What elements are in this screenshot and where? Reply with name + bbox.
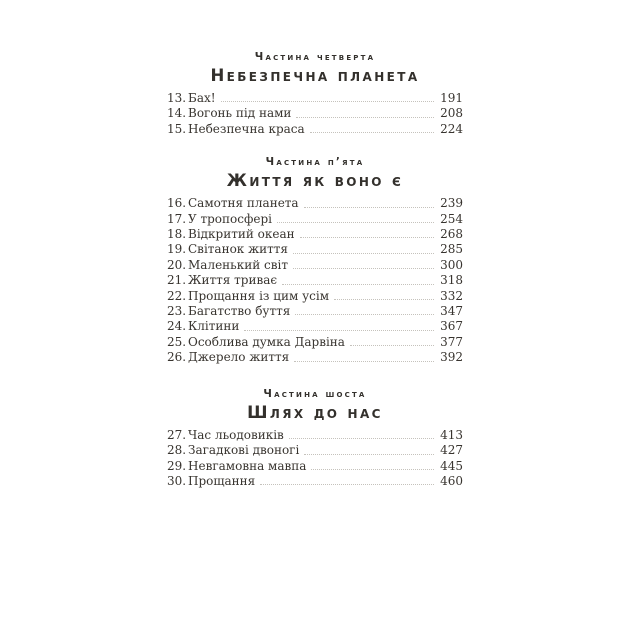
page-number: 377 [440, 334, 463, 349]
chapter-title: Джерело життя [188, 350, 290, 365]
page-number: 268 [440, 227, 463, 242]
chapter-number: 25. [167, 334, 187, 349]
toc-row [167, 258, 463, 273]
page-number: 191 [440, 91, 463, 105]
chapter-number: 22. [167, 288, 187, 303]
toc-row [167, 459, 463, 474]
chapter-number: 23. [167, 304, 187, 319]
dot-leader [310, 132, 434, 133]
part-title: Життя як воно є [226, 171, 404, 191]
chapter-number: 20. [167, 257, 187, 272]
toc-row [167, 428, 463, 443]
toc-row [167, 443, 463, 458]
toc-row [167, 350, 463, 365]
chapter-title: Прощання [188, 473, 256, 488]
dot-leader [282, 284, 434, 285]
dot-leader [300, 237, 434, 238]
chapter-title: Небезпечна краса [188, 121, 305, 136]
toc-row [167, 474, 463, 489]
dot-leader [296, 117, 434, 118]
part-title: Небезпечна планета [210, 66, 420, 85]
toc-section [167, 156, 463, 365]
page-number: 347 [440, 304, 463, 319]
dot-leader [334, 299, 434, 300]
page-number: 224 [440, 121, 463, 136]
table-of-contents [167, 0, 463, 489]
chapter-title: Час льодовиків [188, 427, 284, 442]
toc-row [167, 335, 463, 350]
dot-leader [260, 484, 434, 485]
page-number: 367 [440, 319, 463, 334]
chapter-number: 19. [167, 242, 187, 257]
dot-leader [295, 314, 434, 315]
part-title: Шлях до нас [247, 402, 383, 422]
toc-row [167, 227, 463, 242]
page-number: 332 [440, 288, 463, 303]
chapter-list [167, 91, 463, 137]
page-number: 285 [440, 242, 463, 257]
dot-leader [304, 454, 434, 455]
page-number: 300 [440, 257, 463, 272]
chapter-number: 13. [167, 91, 187, 105]
dot-leader [221, 101, 434, 102]
chapter-number: 26. [167, 350, 187, 365]
chapter-number: 29. [167, 458, 187, 473]
toc-row [167, 106, 463, 121]
part-label: Частина п’ята [265, 156, 365, 169]
chapter-title: Особлива думка Дарвіна [188, 334, 345, 349]
chapter-number: 14. [167, 106, 187, 121]
chapter-number: 16. [167, 196, 187, 211]
toc-row [167, 273, 463, 288]
dot-leader [293, 268, 434, 269]
toc-row [167, 91, 463, 106]
toc-section [167, 388, 463, 490]
toc-section [167, 51, 463, 137]
chapter-title: Самотня планета [188, 196, 299, 211]
page-number: 460 [440, 473, 463, 488]
dot-leader [293, 253, 434, 254]
page-number: 239 [440, 196, 463, 211]
chapter-title: Світанок життя [188, 242, 288, 257]
toc-row [167, 242, 463, 257]
chapter-title: Загадкові двоногі [188, 443, 300, 458]
page-number: 413 [440, 427, 463, 442]
chapter-title: Вогонь під нами [188, 106, 292, 121]
chapter-title: Прощання із цим усім [188, 288, 330, 303]
chapter-title: Багатство буття [188, 304, 291, 319]
chapter-list [167, 196, 463, 365]
chapter-title: Бах! [188, 91, 216, 105]
dot-leader [350, 345, 434, 346]
chapter-number: 17. [167, 211, 187, 226]
chapter-number: 21. [167, 273, 187, 288]
chapter-number: 27. [167, 427, 187, 442]
chapter-number: 18. [167, 227, 187, 242]
chapter-list [167, 428, 463, 490]
chapter-title: Клітини [188, 319, 240, 334]
page-number: 318 [440, 273, 463, 288]
chapter-number: 15. [167, 121, 187, 136]
chapter-number: 28. [167, 443, 187, 458]
dot-leader [244, 330, 434, 331]
toc-row [167, 212, 463, 227]
chapter-title: Маленький світ [188, 257, 288, 272]
toc-row [167, 319, 463, 334]
chapter-title: У тропосфері [188, 211, 272, 226]
page-number: 445 [440, 458, 463, 473]
page-number: 208 [440, 106, 463, 121]
dot-leader [294, 361, 434, 362]
part-label: Частина шоста [263, 387, 367, 400]
toc-row [167, 196, 463, 211]
dot-leader [289, 438, 434, 439]
chapter-title: Невгамовна мавпа [188, 458, 307, 473]
page-number: 392 [440, 350, 463, 365]
page-number: 254 [440, 211, 463, 226]
chapter-title: Відкритий океан [188, 227, 295, 242]
part-label: Частина четверта [254, 51, 376, 63]
dot-leader [311, 469, 434, 470]
dot-leader [304, 207, 434, 208]
dot-leader [277, 222, 434, 223]
chapter-number: 24. [167, 319, 187, 334]
toc-row [167, 122, 463, 137]
toc-row [167, 289, 463, 304]
page-number: 427 [440, 443, 463, 458]
chapter-title: Життя триває [188, 273, 278, 288]
toc-row [167, 304, 463, 319]
chapter-number: 30. [167, 473, 187, 488]
